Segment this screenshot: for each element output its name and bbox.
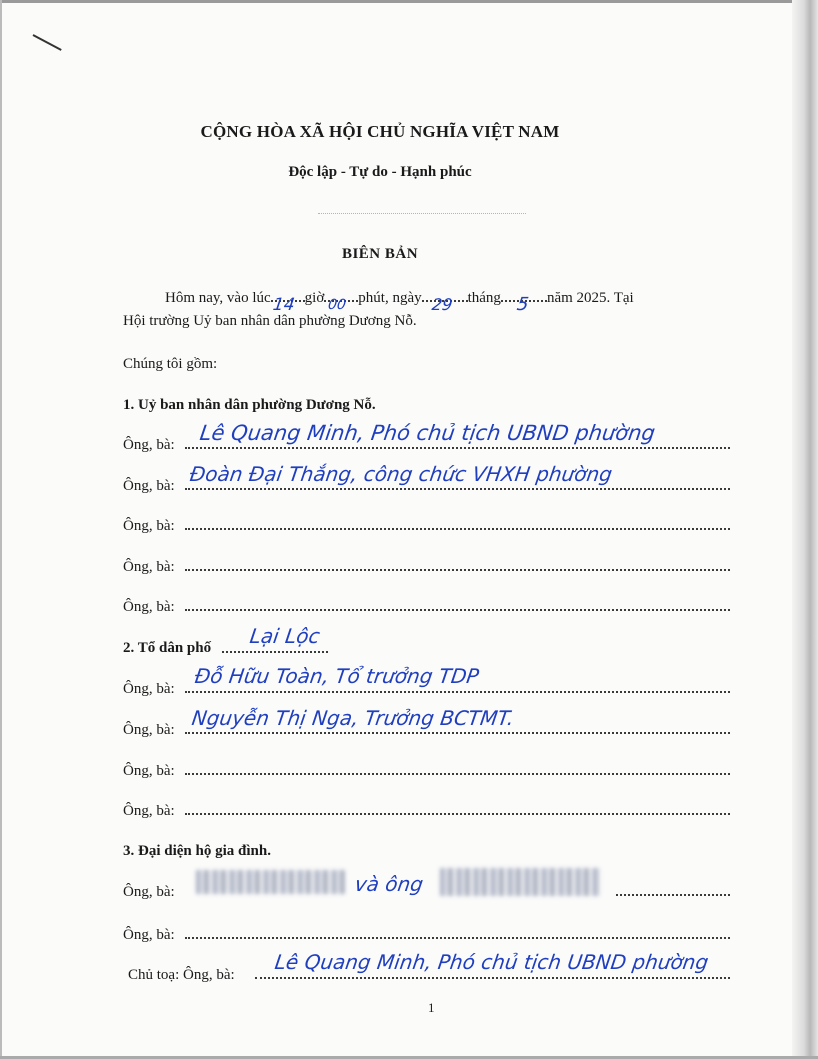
- section-2-title: 2. Tổ dân phố: [123, 640, 212, 656]
- tdp-person-3-line: [185, 759, 730, 775]
- intro-line-1: [165, 290, 634, 315]
- hour-value: 14: [271, 295, 296, 315]
- tdp-person-1-value: Đỗ Hữu Toàn, Tổ trưởng TDP: [193, 664, 481, 688]
- hgd-person-1-label: Ông, bà:: [123, 884, 175, 900]
- intro-text-2: giờ: [304, 290, 325, 306]
- header-separator: [318, 213, 526, 214]
- chair-value: Lê Quang Minh, Phó chủ tịch UBND phường: [273, 950, 710, 974]
- ubnd-person-2-label: Ông, bà:: [123, 478, 175, 494]
- tdp-person-1-label: Ông, bà:: [123, 681, 175, 697]
- tdp-name-value: Lại Lộc: [248, 624, 322, 648]
- day-field: [422, 295, 468, 314]
- scan-right-edge: [792, 0, 818, 1059]
- hgd-person-1-value: và ông: [353, 872, 425, 896]
- ubnd-person-5-label: Ông, bà:: [123, 599, 175, 615]
- redacted-name-1: [196, 870, 346, 894]
- members-intro: Chúng tôi gồm:: [123, 356, 218, 372]
- hgd-person-1-line: [616, 880, 730, 896]
- section-1-title: 1. Uỷ ban nhân dân phường Dương Nỗ.: [123, 397, 376, 413]
- hgd-person-2-label: Ông, bà:: [123, 927, 175, 943]
- hgd-person-2-line: [185, 923, 730, 939]
- document-title: BIÊN BẢN: [341, 246, 419, 262]
- tdp-person-4-label: Ông, bà:: [123, 803, 175, 819]
- month-field: [501, 294, 547, 315]
- country-title: CỘNG HÒA XÃ HỘI CHỦ NGHĨA VIỆT NAM: [200, 122, 560, 141]
- chair-label: Chủ toạ: Ông, bà:: [128, 967, 235, 983]
- section-3-title: 3. Đại diện hộ gia đình.: [123, 843, 271, 859]
- intro-text-1: Hôm nay, vào lúc: [165, 290, 271, 306]
- scan-left-edge: [0, 0, 2, 1059]
- day-value: 29: [430, 295, 454, 314]
- intro-text-3: phút, ngày: [358, 290, 422, 306]
- ubnd-person-2-value: Đoàn Đại Thắng, công chức VHXH phường: [188, 462, 614, 486]
- minute-value: 00: [327, 297, 348, 313]
- tdp-person-3-label: Ông, bà:: [123, 763, 175, 779]
- ubnd-person-1-label: Ông, bà:: [123, 437, 175, 453]
- ubnd-person-5-line: [185, 595, 730, 611]
- intro-text-5: năm 2025. Tại: [546, 290, 634, 306]
- tdp-person-4-line: [185, 799, 730, 815]
- hour-field: [271, 295, 305, 315]
- redacted-name-2: [440, 868, 600, 896]
- scan-mark: [33, 34, 62, 51]
- motto: Độc lập - Tự do - Hạnh phúc: [288, 164, 472, 180]
- ubnd-person-4-line: [185, 555, 730, 571]
- scan-top-edge: [0, 0, 818, 3]
- tdp-person-2-value: Nguyễn Thị Nga, Trưởng BCTMT.: [190, 706, 516, 730]
- ubnd-person-4-label: Ông, bà:: [123, 559, 175, 575]
- page-number: 1: [428, 1000, 435, 1015]
- ubnd-person-3-label: Ông, bà:: [123, 518, 175, 534]
- minute-field: [324, 297, 358, 313]
- intro-line-2: Hội trường Uỷ ban nhân dân phường Dương Nỗ.: [123, 313, 417, 329]
- intro-text-4: tháng: [467, 290, 501, 306]
- month-value: 5: [515, 294, 530, 315]
- ubnd-person-1-value: Lê Quang Minh, Phó chủ tịch UBND phường: [198, 421, 657, 445]
- tdp-person-2-label: Ông, bà:: [123, 722, 175, 738]
- ubnd-person-3-line: [185, 514, 730, 530]
